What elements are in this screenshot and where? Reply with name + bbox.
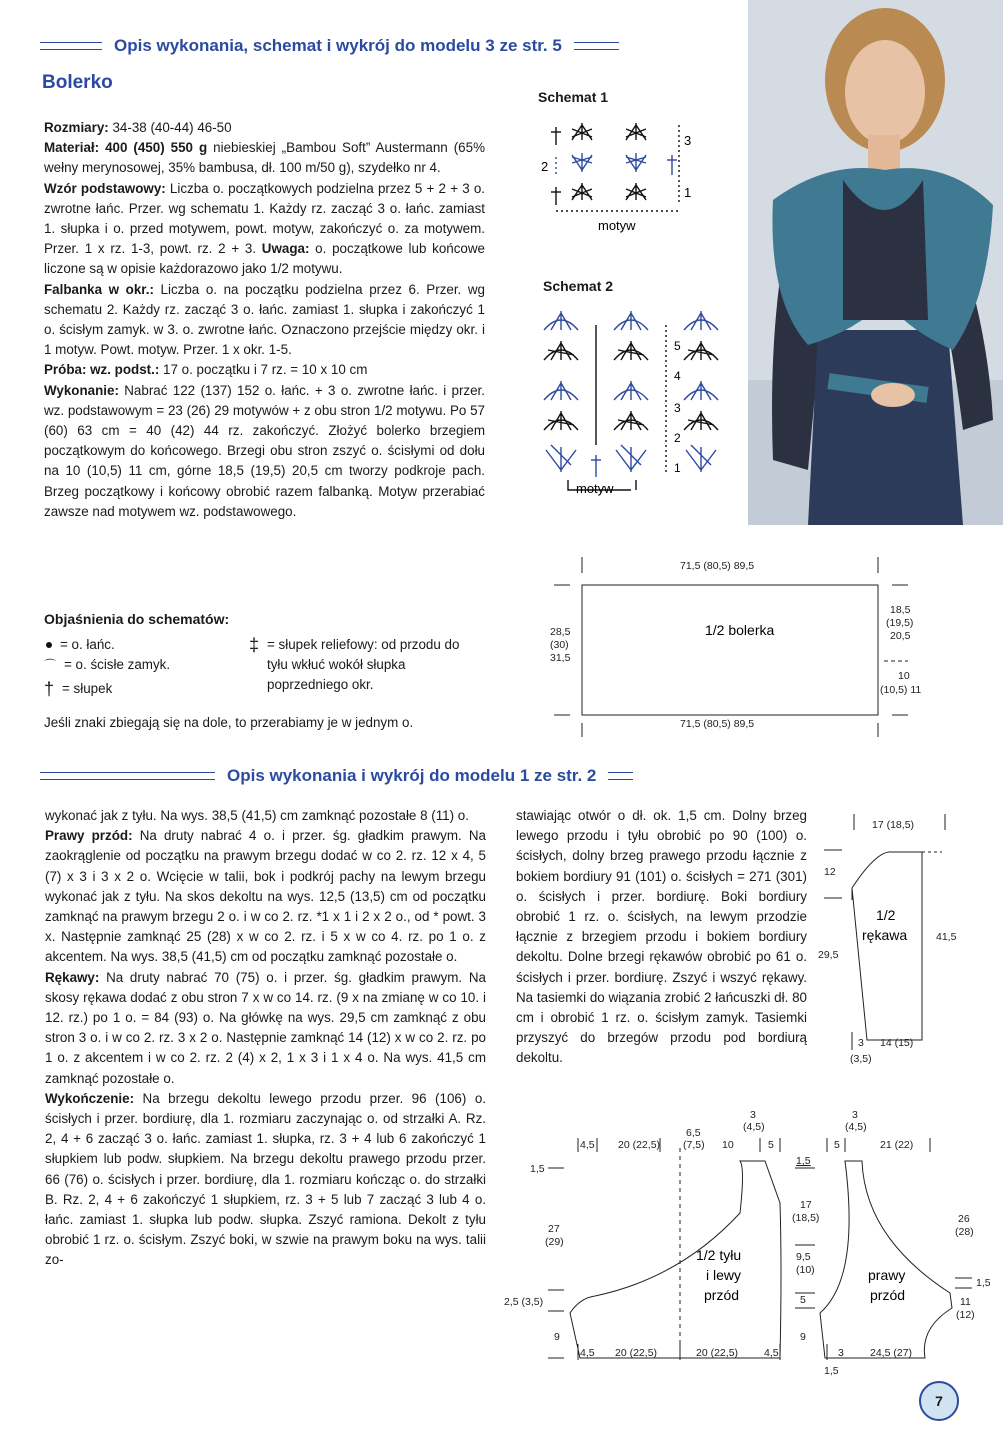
body-b-20a: 20 (22,5)	[615, 1347, 658, 1359]
material-paragraph	[44, 138, 485, 178]
schemat2-motif-label: motyw	[576, 481, 614, 496]
body-r-26: 26	[958, 1213, 970, 1225]
body-l-27: 27	[548, 1223, 560, 1235]
schemat2-row3: 3	[674, 401, 681, 415]
back-label1: 1/2 tyłu	[696, 1247, 742, 1263]
ruffle-label: Falbanka w okr.:	[44, 281, 154, 297]
sleeve-bottom-b: 14 (15)	[880, 1037, 914, 1049]
bolero-right-bot1: 10	[898, 670, 910, 682]
model3-description	[44, 118, 485, 522]
legend-item-chain	[44, 635, 249, 655]
body-b-4-5a: 4,5	[580, 1347, 595, 1359]
body-b-3: 3	[838, 1347, 844, 1359]
legend-title: Objaśnienia do schematów:	[44, 611, 230, 627]
body-m-1-5: 1,5	[796, 1155, 811, 1167]
bolero-label: 1/2 bolerka	[705, 622, 775, 638]
middle-header-title: Opis wykonania i wykrój do modelu 1 ze str. 2	[227, 766, 597, 785]
sleeve-side: 29,5	[818, 949, 839, 961]
right-front-text: Na druty nabrać 4 o. i przer. śg. gładkim prawym. Na zaokrąglenie od początku na prawym brzegu dodać w co 2. rz. 12 x 4, 5 (7) x 3 i 3 x 2 o. Wcięcie w talii, bok i podkrój pachy na lewym brzegu wykonać jak z tyłu. Na skos dekoltu na wys. 12,5 (13,5) cm od początku zamknąć na prawym brzegu 2 o. i w co 2. rz. *1 x 1 i 2 x 2 o., od * powt. 3 x. Następnie zamknąć 25 (28) x w co 2. rz. i 5 x w co 4. rz. po 1 o. z akcentem. Na wys. 38,5 (41,5) cm od początku zamknąć pozostałe o.	[45, 828, 486, 965]
legend-relief-text: = słupek reliefowy: od przodu do tyłu wkłuć wokół słupka poprzedniego okr.	[267, 637, 460, 692]
header-rule-left	[40, 42, 102, 50]
body-t-4-5b: (4,5)	[743, 1121, 765, 1133]
bolero-right-top2: (19,5)	[886, 617, 914, 629]
execution-text: Nabrać 122 (137) 152 o. łańc. + 3 o. zwrotne łańc. i przer. wz. podstawowym = 23 (26) 29 motywów + z obu stron 1/2 motywu. Po 57 (60) 63 cm = 40 (42) 44 rz. zakończyć. Złożyć bolerko brzegiem początkowym do końcowego. Brzegi obu stron zszyć o. ścisłymi od dołu na 10 (10,5) 11 cm, górne 18,5 (19,5) 20,5 cm tworzy podkroje pach. Brzeg początkowy i końcowy obrobić razem falbanką. Motyw przerabiać zawsze nad motywem wz. podstawowego.	[44, 382, 485, 519]
model1-description-col2	[516, 806, 807, 1069]
schemat2-row5: 5	[674, 339, 681, 353]
body-t-10: 10	[722, 1139, 734, 1151]
model-photo-illustration	[748, 0, 1003, 525]
sleeve-cap: 12	[824, 866, 836, 878]
top-section-header	[40, 36, 740, 56]
sleeve-bottom-c: (3,5)	[850, 1053, 872, 1065]
pattern-paragraph	[44, 179, 485, 280]
gauge-label: Próba: wz. podst.:	[44, 362, 160, 378]
front-label1: prawy	[868, 1267, 906, 1283]
body-l-2-5: 2,5 (3,5)	[504, 1296, 544, 1308]
top-header-title: Opis wykonania, schemat i wykrój do modelu 3 ze str. 5	[114, 36, 562, 55]
page-number: 7	[919, 1381, 959, 1421]
right-front-label: Prawy przód:	[45, 828, 133, 844]
model1-description-col1	[45, 806, 486, 1271]
body-t-5b: 5	[834, 1139, 840, 1151]
body-l-1-5: 1,5	[530, 1163, 545, 1175]
bolero-right-bot2: (10,5) 11	[880, 684, 922, 696]
finishing-text: Na brzegu dekoltu lewego przodu przer. 96 (106) o. ścisłych i przer. bordiurę, dla 1. rozmiaru zaczynając o. od strzałki A. Rz. 2, 4 + 6 zacząć 3 o. łańc. zamiast 1. słupka, rz. 3 + 4 lub 6 zakończyć 1 słupkiem lub podw. słupkiem. Na brzegu dekoltu prawego przodu przer. 66 (76) o. ścisłych i przer. bordiurę, dla 1. rozmiaru kończąc o. do strzałki B. Rz. 2, 4 + 6 zakończyć 1 słupkiem, rz. 3 + 5 lub 7 zacząć 3 lub 4 o. łańc. zamiast 1. słupka lub podw. słupka. Zszyć ramiona. Dekolt z tyłu obrobić 1 rz. o. ścisłym. Zszyć boki, w szwie na prawym boku na wys. talii zo-	[45, 1090, 486, 1268]
body-m-17: 17	[800, 1199, 812, 1211]
sleeves-paragraph	[45, 968, 486, 1089]
body-m-9: 9	[800, 1331, 806, 1343]
body-m-10: (10)	[796, 1264, 815, 1276]
schemat1-row2: 2	[541, 159, 549, 174]
execution-label: Wykonanie:	[44, 382, 119, 398]
legend-dc-text: = słupek	[62, 681, 113, 696]
pattern-text: Liczba o. początkowych podzielna przez 5 + 2 + 3 o. zwrotne łańc. Przer. wg schematu 1. Każdy rz. zacząć 3 o. łańc. zamiast 1. słupka i o. przed motywem, powt. motyw, zakończyć o. za motywem. Przer. 1 x rz. 1-3, powt. rz. 2 + 3.	[44, 180, 486, 257]
sleeve-right: 41,5	[936, 931, 957, 943]
sleeves-text: Na druty nabrać 70 (75) o. i przer. śg. gładkim prawym. Na skosy rękawa dodać z obu stron 7 x w co 14. rz. (9 x na zmianę w co 10. i 12. rz.) po 1 o. = 84 (93) o. Na główkę na wys. 29,5 cm zamknąć z obu stron 3 o. i w co 2. rz. 3 x 2 o. Następnie zamknąć 14 (12) x w co 2. rz. po 1 o. z akcentem i w co 2. rz. 2 (4) x 2, 1 x 3 i 1 x 4 o. Na wys. 41,5 cm zamknąć pozostałe o.	[45, 969, 486, 1086]
note-text: o. początkowe lub końcowe liczone są w opisie każdorazowo jako 1/2 motywu.	[44, 241, 485, 277]
sleeve-label1: 1/2	[876, 907, 896, 923]
chain-icon	[46, 642, 52, 648]
schemat2-row1: 1	[674, 461, 681, 475]
legend	[44, 609, 489, 733]
middle-rule-right	[608, 772, 633, 780]
sizes-text: 34-38 (40-44) 46-50	[108, 120, 232, 135]
bolero-left-h2: (30)	[550, 639, 569, 651]
body-m-18-5: (18,5)	[792, 1212, 820, 1224]
double-crochet-icon: †	[44, 679, 55, 699]
pattern-label: Wzór podstawowy:	[44, 180, 166, 196]
schemat1-title: Schemat 1	[538, 89, 609, 105]
middle-section-header	[40, 766, 740, 786]
sleeve-bottom-a: 3	[858, 1037, 864, 1049]
material-text: niebieskiej „Bambou Soft” Austermann (65% wełny merynosowej, 35% bambusa, dł. 100 m/50 g), szydełko nr 4.	[44, 140, 485, 176]
gauge-text: 17 o. początku i 7 rz. = 10 x 10 cm	[159, 362, 368, 378]
sleeves-label: Rękawy:	[45, 969, 100, 985]
body-b-20b: 20 (22,5)	[696, 1347, 739, 1359]
body-m-5: 5	[800, 1294, 806, 1306]
ruffle-paragraph	[44, 280, 485, 361]
body-t-6-5: 6,5	[686, 1127, 701, 1139]
bolero-top-width: 71,5 (80,5) 89,5	[680, 560, 755, 572]
schemat2-row4: 4	[674, 369, 681, 383]
body-r-28: (28)	[955, 1226, 974, 1238]
body-b-1-5: 1,5	[824, 1365, 839, 1377]
sleeve-top: 17 (18,5)	[872, 819, 915, 831]
body-r-12: (12)	[956, 1309, 975, 1321]
ruffle-text: Liczba o. na początku podzielna przez 6. Przer. wg schematu 2. Każdy rz. zacząć 3 o. łańc. zamiast 1. słupka i zakończyć 1 o. ścisłym zamyk. w 3. o. zwrotne łańc. Oznaczono przejście między okr. i 1 motyw. Powt. motyw. Przer. 1 x okr. 1-5.	[44, 281, 485, 358]
back-continuation: wykonać jak z tyłu. Na wys. 38,5 (41,5) cm zamknąć pozostałe 8 (11) o.	[45, 808, 469, 823]
model-title: Bolerko	[42, 72, 113, 93]
body-t-21: 21 (22)	[880, 1139, 914, 1151]
schemat1-row3: 3	[684, 133, 692, 148]
bolero-bottom-width: 71,5 (80,5) 89,5	[680, 718, 755, 730]
bolero-right-top1: 18,5	[890, 604, 911, 616]
body-l-9: 9	[554, 1331, 560, 1343]
back-label3: przód	[704, 1287, 740, 1303]
middle-rule-left	[40, 772, 215, 780]
body-t-20a: 20 (22,5)	[618, 1139, 661, 1151]
execution-paragraph	[44, 381, 485, 522]
bolero-right-top3: 20,5	[890, 630, 911, 642]
slip-stitch-icon: ⌒	[44, 658, 57, 672]
legend-slip-text: = o. ścisłe zamyk.	[64, 657, 171, 672]
body-l-29: (29)	[545, 1236, 564, 1248]
body-pattern	[500, 1108, 1000, 1378]
sleeve-label2: rękawa	[862, 927, 908, 943]
material-weight: 400 (450) 550 g	[99, 140, 208, 156]
schemat2-title: Schemat 2	[543, 278, 614, 294]
body-t-4-5a: 4,5	[580, 1139, 595, 1151]
finishing-continuation: stawiając otwór o dł. ok. 1,5 cm. Dolny brzeg lewego przodu i tyłu obrobić po 90 (100) o. ścisłych, dolny brzeg prawego przodu łącznie z bokiem bordiury 91 (101) o. ścisłych = 271 (301) o. ścisłych i przer. bordiurę. Boki bordiury obrobić 1 rz. o. ścisłych, na lewym przodzie łącznie z brzegiem przodu i bokiem bordiury dekoltu. Dolne brzegi rękawów obrobić po 61 o. ścisłych i przer. bordiurę. Zszyć i wszyć rękawy. Na tasiemki do wiązania zrobić 2 łańcuszki dł. 80 cm i obrobić 1 rz. o. ścisłym zamyk. Tasiemki przyszyć do brzegów przodu pod bordiurą dekoltu.	[516, 808, 807, 1066]
bolero-left-h1: 28,5	[550, 626, 571, 638]
back-label2: i lewy	[706, 1267, 742, 1283]
body-m-9-5: 9,5	[796, 1251, 811, 1263]
gauge-paragraph	[44, 360, 485, 380]
model-photo	[748, 0, 1003, 525]
schemat1-row1: 1	[684, 185, 692, 200]
legend-item-slip	[44, 655, 249, 675]
header-rule-right	[574, 42, 619, 50]
body-t-4-5c: (4,5)	[845, 1121, 867, 1133]
front-label2: przód	[870, 1287, 906, 1303]
schemat1-motif-label: motyw	[598, 218, 636, 233]
body-t-3b: 3	[852, 1109, 858, 1121]
body-t-5a: 5	[768, 1139, 774, 1151]
finishing-paragraph	[45, 1089, 486, 1271]
body-b-24-5: 24,5 (27)	[870, 1347, 913, 1359]
relief-stitch-icon: ‡	[249, 635, 260, 655]
body-r-11: 11	[960, 1296, 971, 1308]
bolero-pattern	[540, 555, 930, 740]
material-label: Materiał:	[44, 140, 100, 156]
sleeve-pattern	[812, 810, 972, 1070]
body-t-3a: 3	[750, 1109, 756, 1121]
schemat1-diagram	[536, 115, 706, 240]
sizes-paragraph	[44, 118, 485, 138]
legend-chain-text: = o. łańc.	[60, 637, 115, 652]
legend-footer: Jeśli znaki zbiegają się na dole, to przerabiamy je w jednym o.	[44, 715, 414, 730]
body-b-4-5b: 4,5	[764, 1347, 779, 1359]
sizes-label: Rozmiary:	[44, 120, 109, 135]
body-t-7-5: (7,5)	[683, 1139, 705, 1151]
right-front-paragraph	[45, 826, 486, 967]
schemat2-row2: 2	[674, 431, 681, 445]
bolero-left-h3: 31,5	[550, 652, 571, 664]
finishing-label: Wykończenie:	[45, 1090, 135, 1106]
schemat2-diagram	[536, 305, 736, 500]
legend-item-relief	[249, 635, 479, 699]
body-r-1-5: 1,5	[976, 1277, 991, 1289]
legend-item-dc	[44, 679, 249, 699]
note-label: Uwaga:	[261, 241, 310, 257]
